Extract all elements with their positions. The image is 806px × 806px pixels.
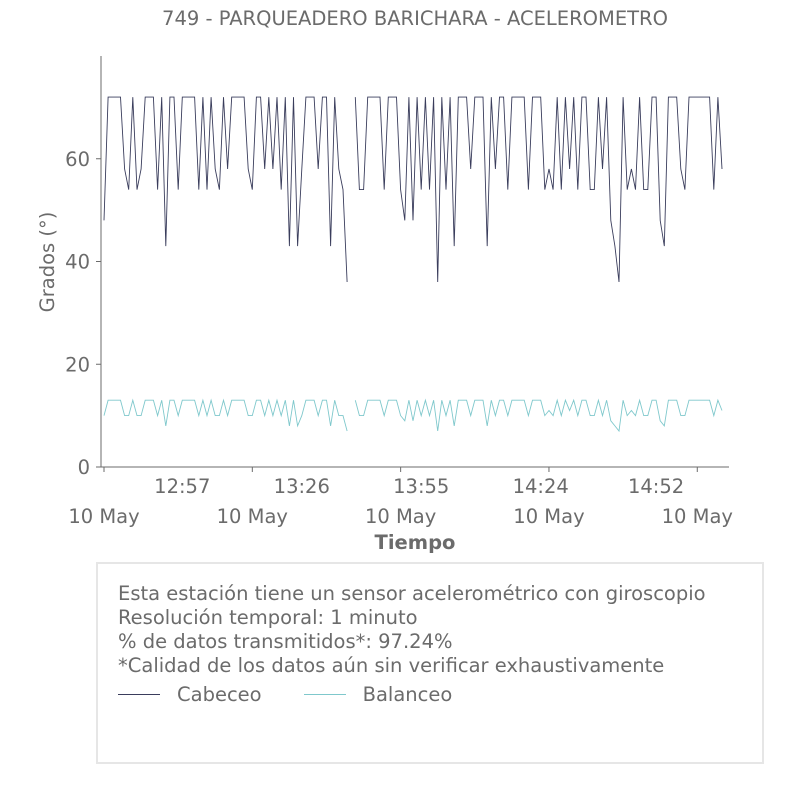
legend-item-balanceo (304, 683, 453, 706)
legend-item-cabeceo (118, 683, 262, 706)
x-tick-label: 12:57 (154, 475, 211, 498)
y-ticks (65, 148, 101, 479)
legend-swatch-cabeceo (118, 694, 160, 695)
legend-box (96, 562, 764, 764)
x-ticks (154, 475, 684, 498)
y-axis-label: Grados (°) (36, 211, 59, 313)
x-tick-label: 13:55 (393, 475, 450, 498)
x-date-label: 10 May (216, 505, 288, 528)
plot-area (104, 97, 722, 431)
series-line-cabeceo (104, 97, 722, 282)
legend-notes (118, 582, 706, 678)
y-tick-label: 20 (65, 353, 90, 377)
legend-label-balanceo: Balanceo (362, 682, 453, 706)
x-tick-label: 14:24 (512, 475, 569, 498)
x-tick-label: 13:26 (273, 475, 330, 498)
x-date-label: 10 May (513, 505, 585, 528)
legend-label-cabeceo: Cabeceo (177, 682, 262, 706)
x-date-label: 10 May (364, 505, 437, 528)
legend-note-sensor: Esta estación tiene un sensor acelerométrico con giroscopio (118, 582, 706, 605)
y-tick-label: 60 (65, 147, 90, 171)
x-tick-label: 14:52 (627, 475, 685, 498)
y-tick-label: 0 (77, 456, 90, 479)
legend-series (118, 682, 494, 706)
chart-title: 749 - PARQUEADERO BARICHARA - ACELEROMETRO (162, 7, 668, 30)
legend-note-transmitted: % de datos transmitidos*: 97.24% (118, 630, 453, 653)
x-date-label: 10 May (661, 505, 733, 528)
y-tick-label: 40 (65, 250, 90, 274)
legend-note-quality: *Calidad de los datos aún sin verificar exhaustivamente (118, 654, 665, 677)
x-axis-label: Tiempo (374, 531, 456, 554)
legend-swatch-balanceo (304, 694, 346, 695)
x-date-label: 10 May (68, 505, 140, 528)
series-line-balanceo (104, 400, 722, 431)
legend-note-resolution: Resolución temporal: 1 minuto (118, 606, 418, 629)
